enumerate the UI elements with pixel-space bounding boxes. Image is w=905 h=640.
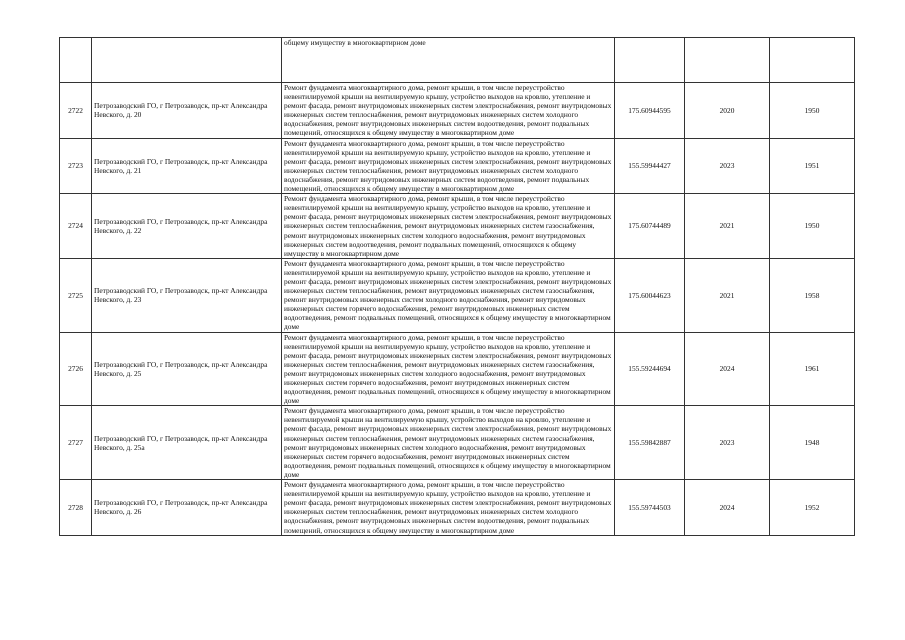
row-number-cell (60, 38, 92, 83)
area-cell: 175.60944595 (615, 83, 685, 139)
plan-year-cell: 2021 (685, 194, 770, 259)
works-cell: Ремонт фундамента многоквартирного дома, ремонт крыши, в том числе переустройство невентилируемой крыши на вентилируемую крышу, устройство выходов на кровлю, утепление и ремонт фасада, ремонт внутридомовых инженерных систем электроснабжения, ремонт внутридомовых инженерных систем теплоснабжения, ремонт внутридомовых инженерных систем газоснабжения, ремонт внутридомовых инженерных систем холодного водоснабжения, ремонт внутридомовых инженерных систем водоотведения, ремонт подвальных помещений, относящихся к общему имуществу в многоквартирном доме (282, 194, 615, 259)
area-cell: 155.59244694 (615, 332, 685, 406)
build-year-cell: 1951 (770, 138, 855, 194)
table-row (60, 258, 855, 332)
works-cell: Ремонт фундамента многоквартирного дома, ремонт крыши, в том числе переустройство невентилируемой крыши на вентилируемую крышу, устройство выходов на кровлю, утепление и ремонт фасада, ремонт внутридомовых инженерных систем электроснабжения, ремонт внутридомовых инженерных систем теплоснабжения, ремонт внутридомовых инженерных систем газоснабжения, ремонт внутридомовых инженерных систем холодного водоснабжения, ремонт внутридомовых инженерных систем горячего водоснабжения, ремонт внутридомовых инженерных систем водоотведения, ремонт подвальных помещений, относящихся к общему имуществу в многоквартирном доме (282, 406, 615, 480)
build-year-cell: 1950 (770, 83, 855, 139)
build-year-cell: 1958 (770, 258, 855, 332)
table-row (60, 38, 855, 83)
plan-year-cell (685, 38, 770, 83)
build-year-cell: 1948 (770, 406, 855, 480)
address-cell: Петрозаводский ГО, г Петрозаводск, пр-кт Александра Невского, д. 22 (92, 194, 282, 259)
works-cell: Ремонт фундамента многоквартирного дома, ремонт крыши, в том числе переустройство невентилируемой крыши на вентилируемую крышу, устройство выходов на кровлю, утепление и ремонт фасада, ремонт внутридомовых инженерных систем электроснабжения, ремонт внутридомовых инженерных систем теплоснабжения, ремонт внутридомовых инженерных систем холодного водоснабжения, ремонт внутридомовых инженерных систем водоотведения, ремонт подвальных помещений, относящихся к общему имуществу в многоквартирном доме (282, 480, 615, 536)
address-cell: Петрозаводский ГО, г Петрозаводск, пр-кт Александра Невского, д. 26 (92, 480, 282, 536)
row-number-cell: 2724 (60, 194, 92, 259)
works-cell: Ремонт фундамента многоквартирного дома, ремонт крыши, в том числе переустройство невентилируемой крыши на вентилируемую крышу, устройство выходов на кровлю, утепление и ремонт фасада, ремонт внутридомовых инженерных систем электроснабжения, ремонт внутридомовых инженерных систем теплоснабжения, ремонт внутридомовых инженерных систем газоснабжения, ремонт внутридомовых инженерных систем холодного водоснабжения, ремонт внутридомовых инженерных систем горячего водоснабжения, ремонт внутридомовых инженерных систем водоотведения, ремонт подвальных помещений, относящихся к общему имуществу в многоквартирном доме (282, 332, 615, 406)
row-number-cell: 2725 (60, 258, 92, 332)
table-row (60, 480, 855, 536)
address-cell: Петрозаводский ГО, г Петрозаводск, пр-кт Александра Невского, д. 23 (92, 258, 282, 332)
row-number-cell: 2722 (60, 83, 92, 139)
build-year-cell (770, 38, 855, 83)
address-cell: Петрозаводский ГО, г Петрозаводск, пр-кт Александра Невского, д. 25а (92, 406, 282, 480)
works-cell: общему имуществу в многоквартирном доме (282, 38, 615, 83)
works-cell: Ремонт фундамента многоквартирного дома, ремонт крыши, в том числе переустройство невентилируемой крыши на вентилируемую крышу, устройство выходов на кровлю, утепление и ремонт фасада, ремонт внутридомовых инженерных систем электроснабжения, ремонт внутридомовых инженерных систем теплоснабжения, ремонт внутридомовых инженерных систем газоснабжения, ремонт внутридомовых инженерных систем холодного водоснабжения, ремонт внутридомовых инженерных систем горячего водоснабжения, ремонт внутридомовых инженерных систем водоотведения, ремонт подвальных помещений, относящихся к общему имуществу в многоквартирном доме (282, 258, 615, 332)
row-number-cell: 2728 (60, 480, 92, 536)
table-row (60, 83, 855, 139)
area-cell: 175.60744489 (615, 194, 685, 259)
build-year-cell: 1961 (770, 332, 855, 406)
plan-year-cell: 2024 (685, 480, 770, 536)
plan-year-cell: 2024 (685, 332, 770, 406)
table-row (60, 332, 855, 406)
area-cell (615, 38, 685, 83)
plan-year-cell: 2021 (685, 258, 770, 332)
address-cell: Петрозаводский ГО, г Петрозаводск, пр-кт Александра Невского, д. 20 (92, 83, 282, 139)
address-cell (92, 38, 282, 83)
works-cell: Ремонт фундамента многоквартирного дома, ремонт крыши, в том числе переустройство невентилируемой крыши на вентилируемую крышу, устройство выходов на кровлю, утепление и ремонт фасада, ремонт внутридомовых инженерных систем электроснабжения, ремонт внутридомовых инженерных систем теплоснабжения, ремонт внутридомовых инженерных систем холодного водоснабжения, ремонт внутридомовых инженерных систем водоотведения, ремонт подвальных помещений, относящихся к общему имуществу в многоквартирном доме (282, 138, 615, 194)
plan-year-cell: 2023 (685, 138, 770, 194)
capital-repair-table (59, 37, 855, 536)
area-cell: 175.60044623 (615, 258, 685, 332)
area-cell: 155.59842887 (615, 406, 685, 480)
plan-year-cell: 2023 (685, 406, 770, 480)
table-row (60, 194, 855, 259)
works-cell: Ремонт фундамента многоквартирного дома, ремонт крыши, в том числе переустройство невентилируемой крыши на вентилируемую крышу, устройство выходов на кровлю, утепление и ремонт фасада, ремонт внутридомовых инженерных систем электроснабжения, ремонт внутридомовых инженерных систем теплоснабжения, ремонт внутридомовых инженерных систем холодного водоснабжения, ремонт внутридомовых инженерных систем водоотведения, ремонт подвальных помещений, относящихся к общему имуществу в многоквартирном доме (282, 83, 615, 139)
table-row (60, 406, 855, 480)
address-cell: Петрозаводский ГО, г Петрозаводск, пр-кт Александра Невского, д. 21 (92, 138, 282, 194)
address-cell: Петрозаводский ГО, г Петрозаводск, пр-кт Александра Невского, д. 25 (92, 332, 282, 406)
row-number-cell: 2723 (60, 138, 92, 194)
plan-year-cell: 2020 (685, 83, 770, 139)
build-year-cell: 1950 (770, 194, 855, 259)
row-number-cell: 2726 (60, 332, 92, 406)
row-number-cell: 2727 (60, 406, 92, 480)
table-row (60, 138, 855, 194)
area-cell: 155.59744503 (615, 480, 685, 536)
build-year-cell: 1952 (770, 480, 855, 536)
area-cell: 155.59944427 (615, 138, 685, 194)
